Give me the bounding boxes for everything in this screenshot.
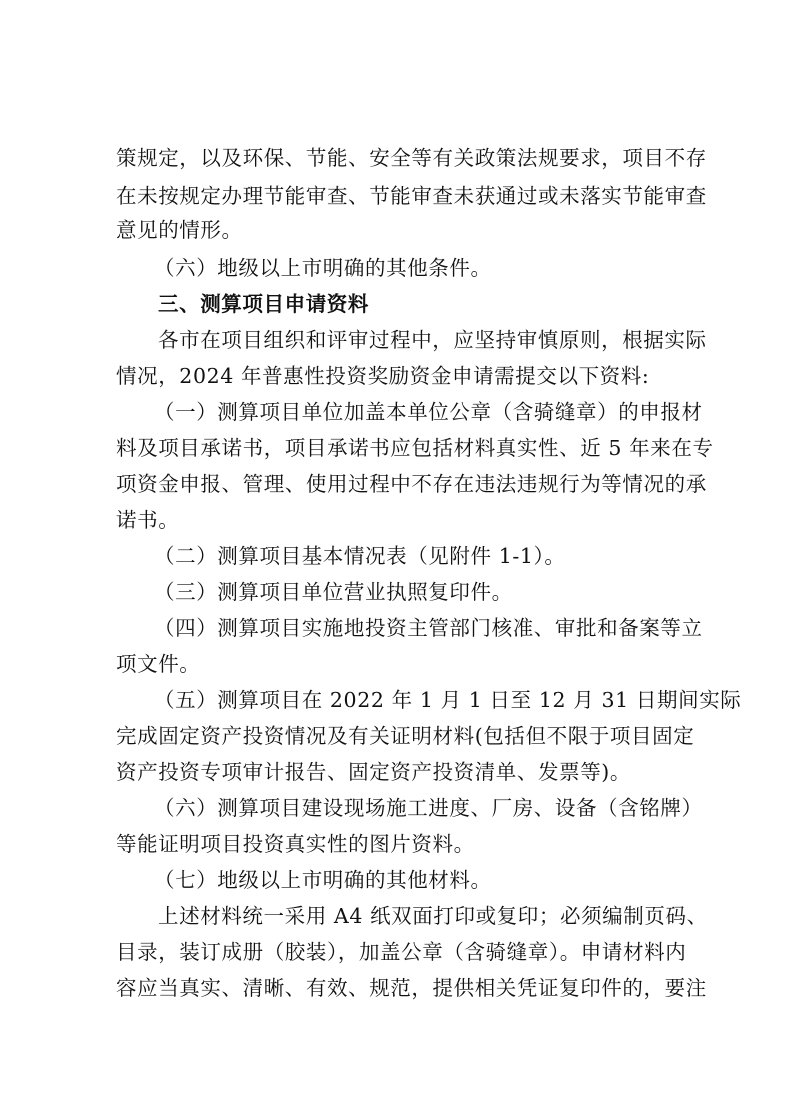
material-item-5-line-3: 资产投资专项审计报告、固定资产投资清单、发票等)。 (116, 760, 631, 784)
body-line-2: 在未按规定办理节能审查、节能审查未获通过或未落实节能审查 (116, 184, 707, 208)
material-item-5-line-2: 完成固定资产投资情况及有关证明材料(包括但不限于项目固定 (116, 724, 695, 748)
material-item-4-line-1: （四）测算项目实施地投资主管部门核准、审批和备案等立 (154, 616, 703, 640)
material-item-7: （七）地级以上市明确的其他材料。 (154, 868, 492, 892)
material-item-2: （二）测算项目基本情况表（见附件 1-1）。 (154, 544, 566, 568)
body-line-1: 策规定，以及环保、节能、安全等有关政策法规要求，项目不存 (116, 146, 707, 170)
material-item-1-line-4: 诺书。 (116, 508, 180, 532)
section-intro-line-2: 情况，2024 年普惠性投资奖励资金申请需提交以下资料: (116, 364, 650, 388)
closing-line-1: 上述材料统一采用 A4 纸双面打印或复印；必须编制页码、 (158, 904, 708, 928)
section-heading-3: 三、测算项目申请资料 (158, 292, 369, 316)
material-item-3: （三）测算项目单位营业执照复印件。 (154, 580, 513, 604)
material-item-1-line-3: 项资金申报、管理、使用过程中不存在违法违规行为等情况的承 (116, 472, 707, 496)
closing-line-3: 容应当真实、清晰、有效、规范，提供相关凭证复印件的，要注 (116, 976, 707, 1000)
material-item-6-line-1: （六）测算项目建设现场施工进度、厂房、设备（含铭牌） (154, 796, 703, 820)
condition-item-6: （六）地级以上市明确的其他条件。 (154, 256, 492, 280)
material-item-5-line-1: （五）测算项目在 2022 年 1 月 1 日至 12 月 31 日期间实际 (154, 688, 742, 712)
body-line-3: 意见的情形。 (116, 218, 243, 242)
material-item-1-line-2: 料及项目承诺书，项目承诺书应包括材料真实性、近 5 年来在专 (116, 436, 714, 460)
closing-line-2: 目录，装订成册（胶装），加盖公章（含骑缝章）。申请材料内 (116, 940, 687, 964)
material-item-1-line-1: （一）测算项目单位加盖本单位公章（含骑缝章）的申报材 (154, 400, 703, 424)
section-intro-line-1: 各市在项目组织和评审过程中，应坚持审慎原则，根据实际 (158, 328, 707, 352)
material-item-4-line-2: 项文件。 (116, 652, 201, 676)
material-item-6-line-2: 等能证明项目投资真实性的图片资料。 (116, 832, 475, 856)
